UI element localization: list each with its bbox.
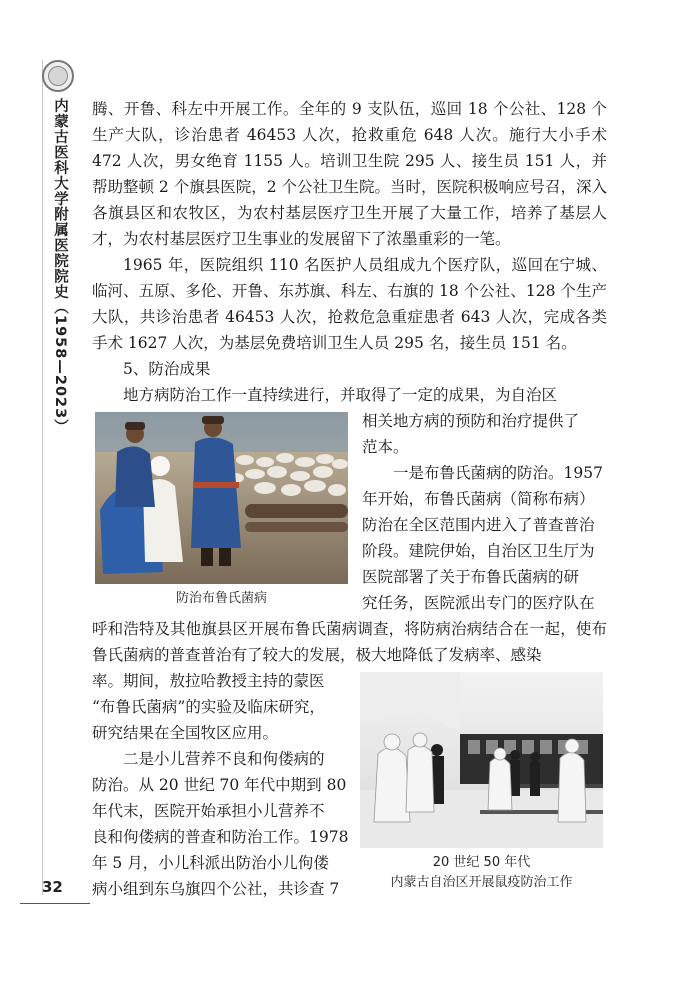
wrap-line: 一是布鲁氏菌病的防治。1957 <box>393 464 603 482</box>
wrap-line: 研究结果在全国牧区应用。 <box>92 724 279 742</box>
wrap-line: 范本。 <box>362 438 409 456</box>
wrap-line: 年 5 月，小儿科派出防治小儿佝偻 <box>92 854 329 872</box>
running-book-title: 内蒙古医科大学附属医院院史（1958—2023） <box>52 98 68 435</box>
page-number: 32 <box>42 878 63 896</box>
wrap-line: 防治。从 20 世纪 70 年代中期到 80 <box>92 776 347 794</box>
photo-brucellosis-prevention <box>95 412 348 584</box>
photo1-caption: 防治布鲁氏菌病 <box>175 591 267 606</box>
paragraph-brucellosis-survey: 呼和浩特及其他旗县区开展布鲁氏菌病调查，将防病治病结合在一起，使布鲁氏菌病的普查普治有了较大的发展，极大地降低了发病率、感染 <box>92 620 607 664</box>
wrap-line: 二是小儿营养不良和佝偻病的 <box>123 750 325 768</box>
section-heading: 5、防治成果 <box>123 360 211 378</box>
photo2-caption-line2: 内蒙古自治区开展鼠疫防治工作 <box>390 875 573 890</box>
paragraph-mobile-medical-teams: 腾、开鲁、科左中开展工作。全年的 9 支队伍，巡回 18 个公社、128 个生产大队，诊治患者 46453 人次，抢救重危 648 人次。施行大小手术 472 人次，男女绝育 1155 人。培训卫生院 295 人、接生员 151 人，并帮助整顿 2 个旗县医院，2 个公社卫生院。当时，医院积极响应号召，深入各旗县区和农牧区，为农村基层医疗卫生开展了大量工作，培养了基层人才，为农村基层医疗卫生事业的发展留下了浓墨重彩的一笔。 <box>92 100 608 248</box>
wrap-line: 年开始，布鲁氏菌病（简称布病） <box>362 490 595 508</box>
wrap-line: 防治在全区范围内进入了普查普治 <box>362 516 595 534</box>
wrap-line: 阶段。建院伊始，自治区卫生厅为 <box>362 542 595 560</box>
page-number-rule <box>20 903 90 904</box>
paragraph-1965-teams: 1965 年，医院组织 110 名医护人员组成九个医疗队，巡回在宁城、临河、五原、多伦、开鲁、东苏旗、科左、右旗的 18 个公社、128 个生产大队，共诊治患者 46453 人次，抢救危急重症患者 643 人次，完成各类手术 1627 人次，为基层免费培训卫生人员 295 名，接生员 151 名。 <box>92 256 607 352</box>
wrap-line: 究任务，医院派出专门的医疗队在 <box>362 594 595 612</box>
photo-plague-prevention <box>360 672 603 848</box>
university-emblem-icon <box>42 60 74 92</box>
photo2-caption-line1: 20 世纪 50 年代 <box>432 855 531 870</box>
wrap-line: 年代末，医院开始承担小儿营养不 <box>92 802 325 820</box>
wrap-line: 病小组到东乌旗四个公社，共诊查 7 <box>92 880 340 898</box>
intro-line: 地方病防治工作一直持续进行，并取得了一定的成果，为自治区 <box>123 386 558 404</box>
wrap-line: 良和佝偻病的普查和防治工作。1978 <box>92 828 349 846</box>
wrap-line: 相关地方病的预防和治疗提供了 <box>362 412 580 430</box>
sidebar-rule <box>42 60 43 895</box>
wrap-line: 医院部署了关于布鲁氏菌病的研 <box>362 568 580 586</box>
wrap-line: 率。期间，敖拉哈教授主持的蒙医 <box>92 672 325 690</box>
wrap-line: “布鲁氏菌病”的实验及临床研究， <box>92 698 325 716</box>
